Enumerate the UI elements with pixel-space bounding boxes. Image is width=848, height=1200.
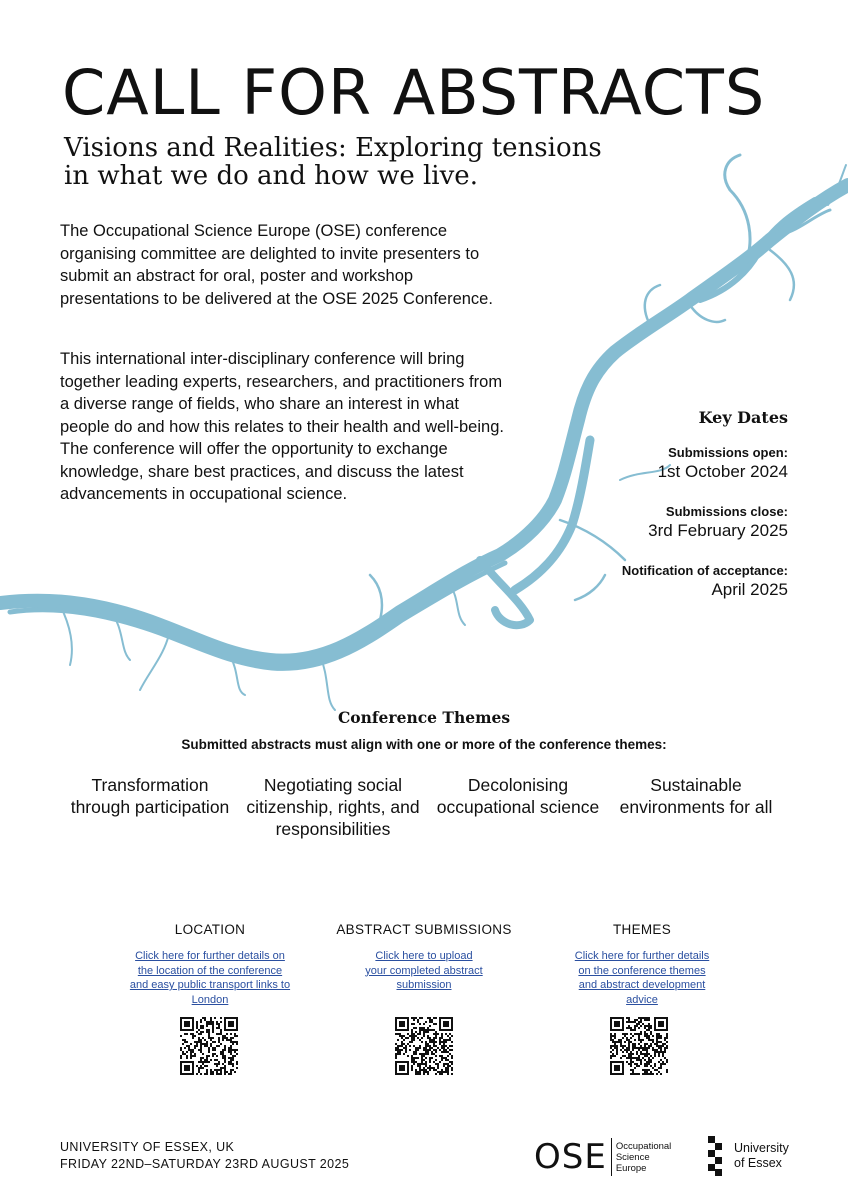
venue-text: UNIVERSITY OF ESSEX, UK <box>60 1140 235 1154</box>
theme-item: Sustainable environments for all <box>619 775 773 817</box>
key-date-label: Notification of acceptance: <box>621 563 788 578</box>
date-text: FRIDAY 22ND–SATURDAY 23RD AUGUST 2025 <box>60 1157 350 1171</box>
page-title: CALL FOR ABSTRACTS <box>62 56 766 129</box>
location-heading: LOCATION <box>174 922 246 937</box>
theme-item: Transformation through participation <box>70 775 230 817</box>
location-section <box>110 922 310 1007</box>
key-dates-title: Key Dates <box>698 408 788 427</box>
subtitle-line-2: in what we do and how we live. <box>64 161 478 191</box>
intro-paragraph-2: This international inter-disciplinary conference will bring together leading experts, researchers, and practitioners from a diverse range of fields, who share an interest in what people do and how this relates to their health and well-being. The conference will offer the opportunity to exchange knowledge, share best practices, and discuss the latest advancements in occupational science. <box>60 350 504 503</box>
key-date-value: April 2025 <box>711 580 788 599</box>
themes-subheading: Submitted abstracts must align with one or more of the conference themes: <box>181 737 667 752</box>
submissions-heading: ABSTRACT SUBMISSIONS <box>336 922 512 937</box>
submissions-qr-code[interactable] <box>395 1017 453 1075</box>
essex-logo-icon <box>704 1136 726 1176</box>
intro-paragraph-1: The Occupational Science Europe (OSE) conference organising committee are delighted to invite presenters to submit an abstract for oral, poster and workshop presentations to be delivered at the OSE 2025 Conference. <box>60 222 493 308</box>
key-dates <box>622 408 788 622</box>
subtitle-line-1: Visions and Realities: Exploring tensions <box>64 133 602 163</box>
themes-link-section <box>542 922 742 1007</box>
page-subtitle <box>64 134 704 190</box>
event-info <box>60 1139 349 1173</box>
themes-link[interactable]: Click here for further details on the conference themes and abstract development advice <box>574 950 710 1006</box>
themes-link-heading: THEMES <box>612 922 672 937</box>
ose-logo <box>534 1137 671 1177</box>
key-date-label: Submissions close: <box>665 504 788 519</box>
essex-logo-text: University of Essex <box>734 1141 789 1170</box>
ose-logo-divider <box>611 1138 612 1176</box>
key-date-value: 1st October 2024 <box>657 462 788 481</box>
ose-logo-text: OSE <box>534 1137 607 1177</box>
ose-logo-subtext: Occupational Science Europe <box>615 1140 672 1174</box>
key-date-label: Submissions open: <box>668 445 788 460</box>
submissions-section <box>324 922 524 993</box>
theme-item: Decolonising occupational science <box>436 775 600 817</box>
location-qr-code[interactable] <box>180 1017 238 1075</box>
essex-logo <box>704 1136 789 1176</box>
location-link[interactable]: Click here for further details on the location of the conference and easy public transport links to London <box>129 950 291 1006</box>
themes-qr-code[interactable] <box>610 1017 668 1075</box>
theme-item: Negotiating social citizenship, rights, and responsibilities <box>246 775 420 839</box>
key-date-value: 3rd February 2025 <box>648 521 788 540</box>
themes-heading: Conference Themes <box>337 708 511 727</box>
submissions-link[interactable]: Click here to upload your completed abstract submission <box>365 950 483 991</box>
